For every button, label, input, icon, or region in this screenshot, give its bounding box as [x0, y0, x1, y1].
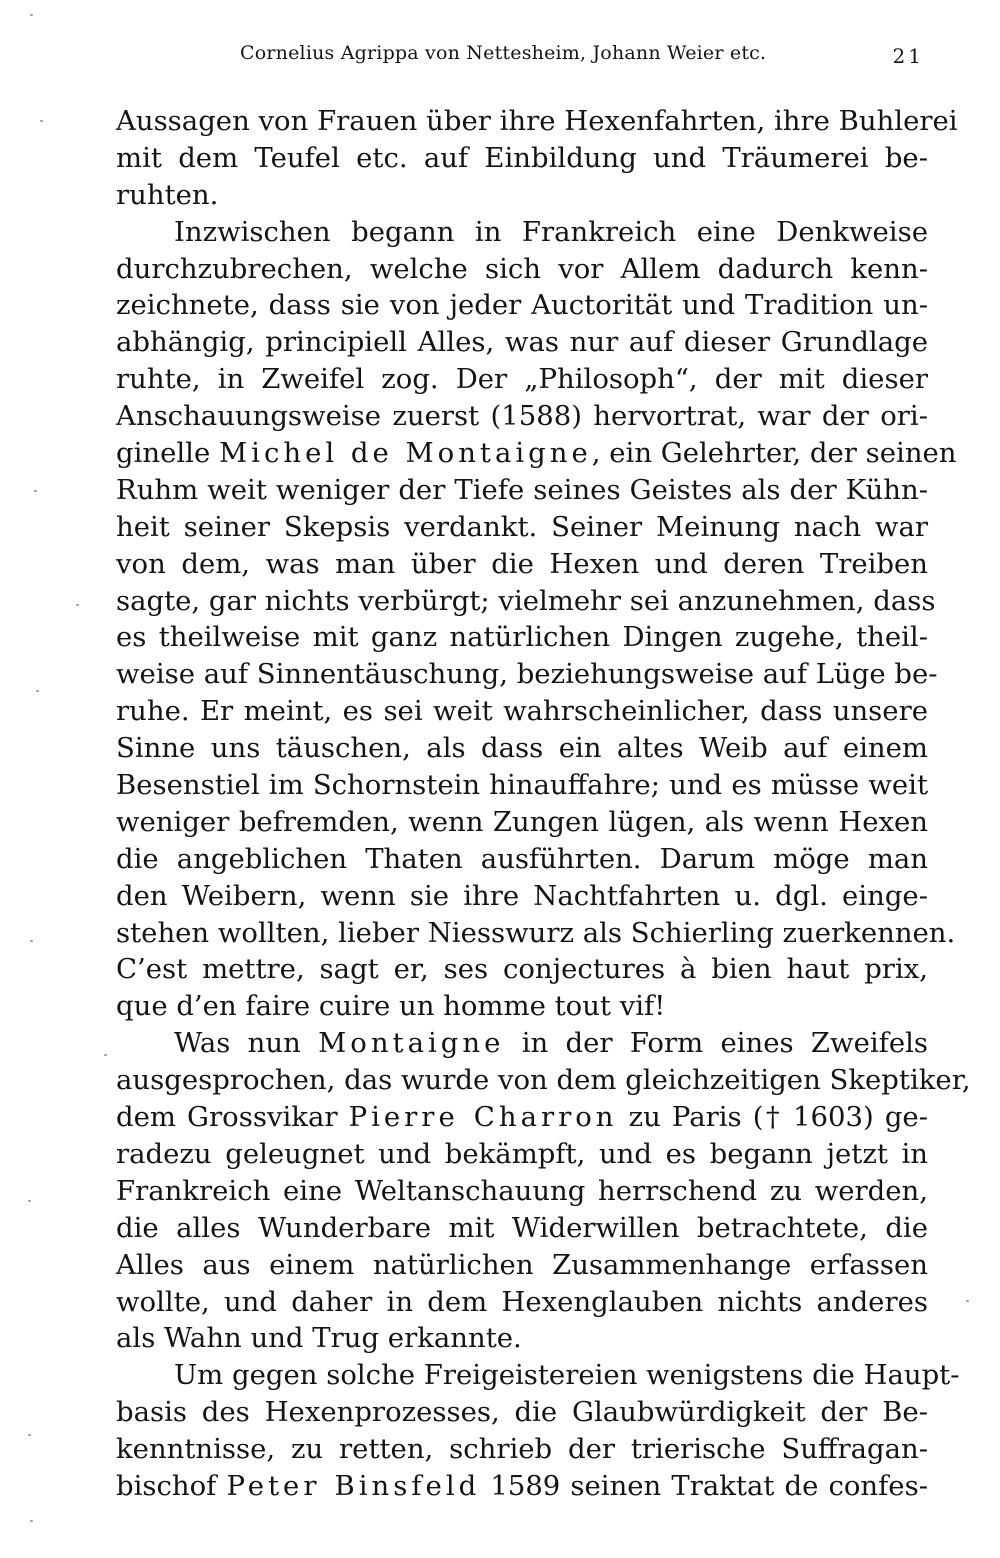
text-line: als Wahn und Trug erkannte. — [116, 1322, 522, 1355]
scan-speck — [28, 1434, 31, 1436]
running-title: Cornelius Agrippa von Nettesheim, Johann Weier etc. — [240, 42, 767, 64]
paragraph-start-line: Was nun Montaigne in der Form eines Zweifels — [174, 1027, 929, 1060]
scan-speck — [30, 1520, 33, 1522]
scan-speck — [28, 1200, 31, 1202]
text-line: Sinne uns täuschen, als dass ein altes Weib auf einem — [116, 732, 928, 765]
running-header — [116, 40, 928, 76]
text-line: den Weibern, wenn sie ihre Nachtfahrten u. dgl. einge- — [116, 879, 928, 912]
scan-speck — [36, 690, 39, 692]
text-line: es theilweise mit ganz natürlichen Dingen zugehe, theil- — [116, 621, 928, 654]
text-line: ruhte, in Zweifel zog. Der „Philosoph“, der mit dieser — [116, 363, 928, 396]
text-line: Besenstiel im Schornstein hinauffahre; und es müsse weit — [116, 769, 928, 802]
text-line: mit dem Teufel etc. auf Einbildung und Träumerei be- — [116, 141, 928, 174]
text-line: stehen wollten, lieber Niesswurz als Schierling zuerkennen. — [116, 916, 956, 949]
text-line: weise auf Sinnentäuschung, beziehungsweise auf Lüge be- — [116, 658, 938, 691]
text-line: ruhe. Er meint, es sei weit wahrscheinlicher, dass unsere — [116, 695, 928, 728]
text-line: die angeblichen Thaten ausführten. Darum möge man — [116, 842, 928, 875]
scan-speck — [40, 120, 43, 122]
text-line: dem Grossvikar Pierre Charron zu Paris († 1603) ge- — [116, 1101, 928, 1134]
scan-speck — [104, 1054, 107, 1056]
body-text — [116, 103, 971, 1505]
scan-speck — [30, 14, 33, 16]
text-line: basis des Hexenprozesses, die Glaubwürdigkeit der Be- — [116, 1396, 928, 1429]
text-line: sagte, gar nichts verbürgt; vielmehr sei anzunehmen, dass — [116, 584, 936, 617]
scan-speck — [34, 490, 37, 492]
paragraph-start-line: Um gegen solche Freigeistereien wenigstens die Haupt- — [174, 1359, 960, 1392]
text-line: von dem, was man über die Hexen und deren Treiben — [116, 547, 928, 580]
text-line: bischof Peter Binsfeld 1589 seinen Traktat de confes- — [116, 1469, 928, 1502]
text-line: que d’en faire cuire un homme tout vif! — [116, 990, 666, 1023]
text-line: Frankreich eine Weltanschauung herrschend zu werden, — [116, 1174, 928, 1207]
text-line: Alles aus einem natürlichen Zusammenhange erfassen — [116, 1248, 928, 1281]
text-line: Aussagen von Frauen über ihre Hexenfahrten, ihre Buhlerei — [116, 105, 958, 137]
text-line: wollte, und daher in dem Hexenglauben nichts anderes — [116, 1285, 928, 1318]
text-line: heit seiner Skepsis verdankt. Seiner Meinung nach war — [116, 510, 928, 543]
text-line: durchzubrechen, welche sich vor Allem dadurch kenn- — [116, 252, 928, 285]
text-line: Anschauungsweise zuerst (1588) hervortrat, war der ori- — [116, 400, 928, 433]
scan-speck — [30, 940, 33, 942]
text-line: weniger befremden, wenn Zungen lügen, als wenn Hexen — [116, 805, 928, 838]
text-line: Ruhm weit weniger der Tiefe seines Geistes als der Kühn- — [116, 473, 928, 506]
text-line: abhängig, principiell Alles, was nur auf dieser Grundlage — [116, 326, 928, 359]
text-line: kenntnisse, zu retten, schrieb der trierische Suffragan- — [116, 1433, 928, 1466]
scan-speck — [966, 1300, 969, 1302]
text-line: ruhten. — [116, 178, 219, 211]
text-line: C’est mettre, sagt er, ses conjectures à bien haut prix, — [116, 953, 928, 986]
scan-speck — [76, 604, 79, 606]
text-line: zeichnete, dass sie von jeder Auctorität und Tradition un- — [116, 289, 928, 322]
text-line: radezu geleugnet und bekämpft, und es begann jetzt in — [116, 1137, 928, 1170]
paragraph-start-line: Inzwischen begann in Frankreich eine Denkweise — [174, 215, 928, 248]
text-line: ginelle Michel de Montaigne, ein Gelehrter, der seinen — [116, 437, 957, 470]
text-line: ausgesprochen, das wurde von dem gleichzeitigen Skeptiker, — [116, 1064, 971, 1097]
text-line: die alles Wunderbare mit Widerwillen betrachtete, die — [116, 1211, 928, 1244]
page-number: 21 — [892, 44, 924, 68]
